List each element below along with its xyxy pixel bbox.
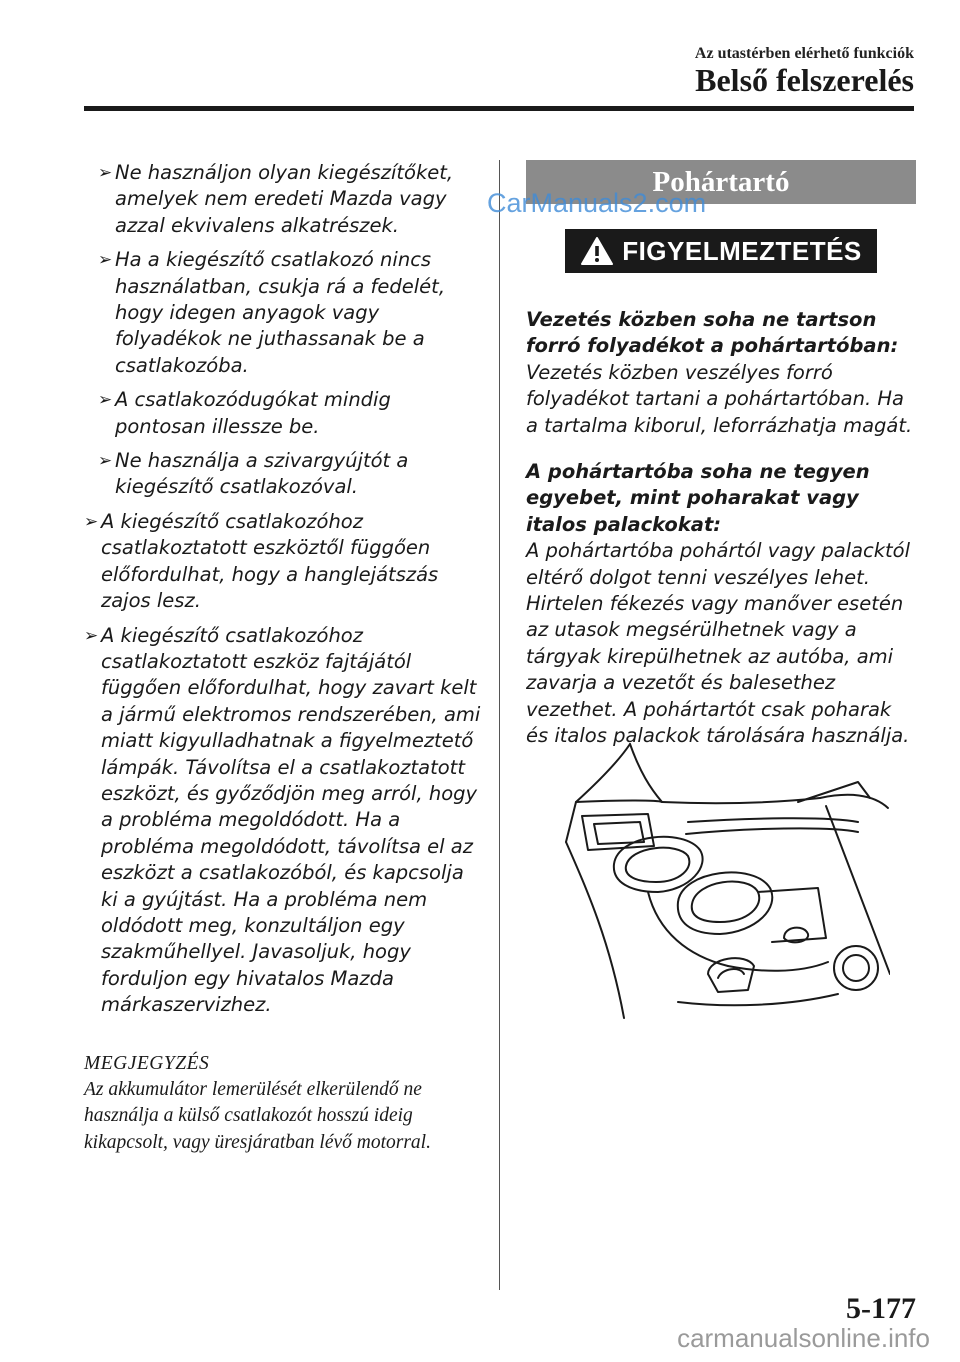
warning-heading: A pohártartóba soha ne tegyen egyebet, mint poharakat vagy italos palackokat: <box>526 460 870 536</box>
note-title: MEGJEGYZÉS <box>84 1052 210 1074</box>
list-item-text: A kiegészítő csatlakozóhoz csatlakoztatott eszköz fajtájától függően előfordulhat, hogy zavart kelt a jármű elektromos rendszerében, ami miatt kigyulladhatnak a figyelmeztető lámpák. Távolítsa el a csatlakoztatott eszközt, és győződjön meg arról, hogy a probléma megoldódott. Ha a probléma megoldódott, távolítsa el az eszközt a csatlakozóból, és kapcsolja ki a gyújtást. Ha a probléma nem oldódott meg, konzultáljon egy szakműhellyel. Javasoljuk, hogy forduljon egy hivatalos Mazda márkaszervizhez. <box>101 623 481 1017</box>
arrow-bullet-icon: ➢ <box>98 451 113 472</box>
list-item <box>84 623 484 1019</box>
list-item-text: Ne használja a szivargyújtót a kiegészítő csatlakozóval. <box>115 449 409 499</box>
arrow-bullet-icon: ➢ <box>84 625 99 646</box>
arrow-bullet-icon: ➢ <box>98 250 113 271</box>
chapter-title: Belső felszerelés <box>695 62 914 98</box>
warning-text: A pohártartóba pohártól vagy palacktól eltérő dolgot tenni veszélyes lehet. Hirtelen fékezés vagy manőver esetén az utasok megsérülhetnek vagy a tárgyak kirepülhetnek az autóba, ami zavarja a vezetőt és balesethez vezethet. A pohártartót csak poharak és italos palackok tárolására használja. <box>526 539 911 748</box>
warning-text: Vezetés közben veszélyes forró folyadékot tartani a pohártartóban. Ha a tartalma kiborul, leforrázhatja magát. <box>526 360 913 437</box>
list-item <box>84 387 484 440</box>
list-item-text: Ne használjon olyan kiegészítőket, amelyek nem eredeti Mazda vagy azzal ekvivalens alkatrészek. <box>115 161 454 237</box>
list-item <box>84 160 484 239</box>
watermark: CarManuals2.com <box>487 188 707 218</box>
arrow-bullet-icon: ➢ <box>98 163 113 183</box>
warning-triangle-icon <box>580 236 614 266</box>
cup-holder-illustration <box>558 742 890 1022</box>
chapter-subtitle: Az utastérben elérhető funkciók <box>694 45 914 62</box>
warning-banner <box>565 229 877 273</box>
note-text: Az akkumulátor lemerülését elkerülendő ne használja a külső csatlakozót hosszú ideig kikapcsolt, vagy üresjáratban lévő motorral. <box>84 1079 431 1153</box>
list-item <box>84 247 484 379</box>
list-item <box>84 509 484 615</box>
page-number: 5-177 <box>846 1292 916 1325</box>
note-block <box>84 1051 484 1157</box>
footer-watermark: carmanualsonline.info <box>677 1323 930 1353</box>
header-rule <box>84 106 914 111</box>
list-item-text: A csatlakozódugókat mindig pontosan illessze be. <box>115 388 391 438</box>
arrow-bullet-icon: ➢ <box>84 511 99 532</box>
warning-label: FIGYELMEZTETÉS <box>622 235 862 266</box>
column-divider <box>499 160 500 1290</box>
warning-body <box>526 307 916 750</box>
list-item-text: Ha a kiegészítő csatlakozó nincs használatban, csukja rá a fedelét, hogy idegen anyagok vagy folyadékok ne juthassanak be a csatlakozóba. <box>115 248 446 377</box>
warning-paragraph <box>526 307 916 439</box>
warning-heading: Vezetés közben soha ne tartson forró folyadékot a pohártartóban: <box>526 308 899 358</box>
section-title: Pohártartó <box>526 160 916 204</box>
list-item <box>84 448 484 501</box>
warning-paragraph <box>526 459 916 749</box>
list-item-text: A kiegészítő csatlakozóhoz csatlakoztatott eszköztől függően előfordulhat, hogy a hanglejátszás zajos lesz. <box>101 509 439 613</box>
arrow-bullet-icon: ➢ <box>98 390 113 411</box>
right-column <box>526 160 916 770</box>
left-column <box>84 160 484 1156</box>
